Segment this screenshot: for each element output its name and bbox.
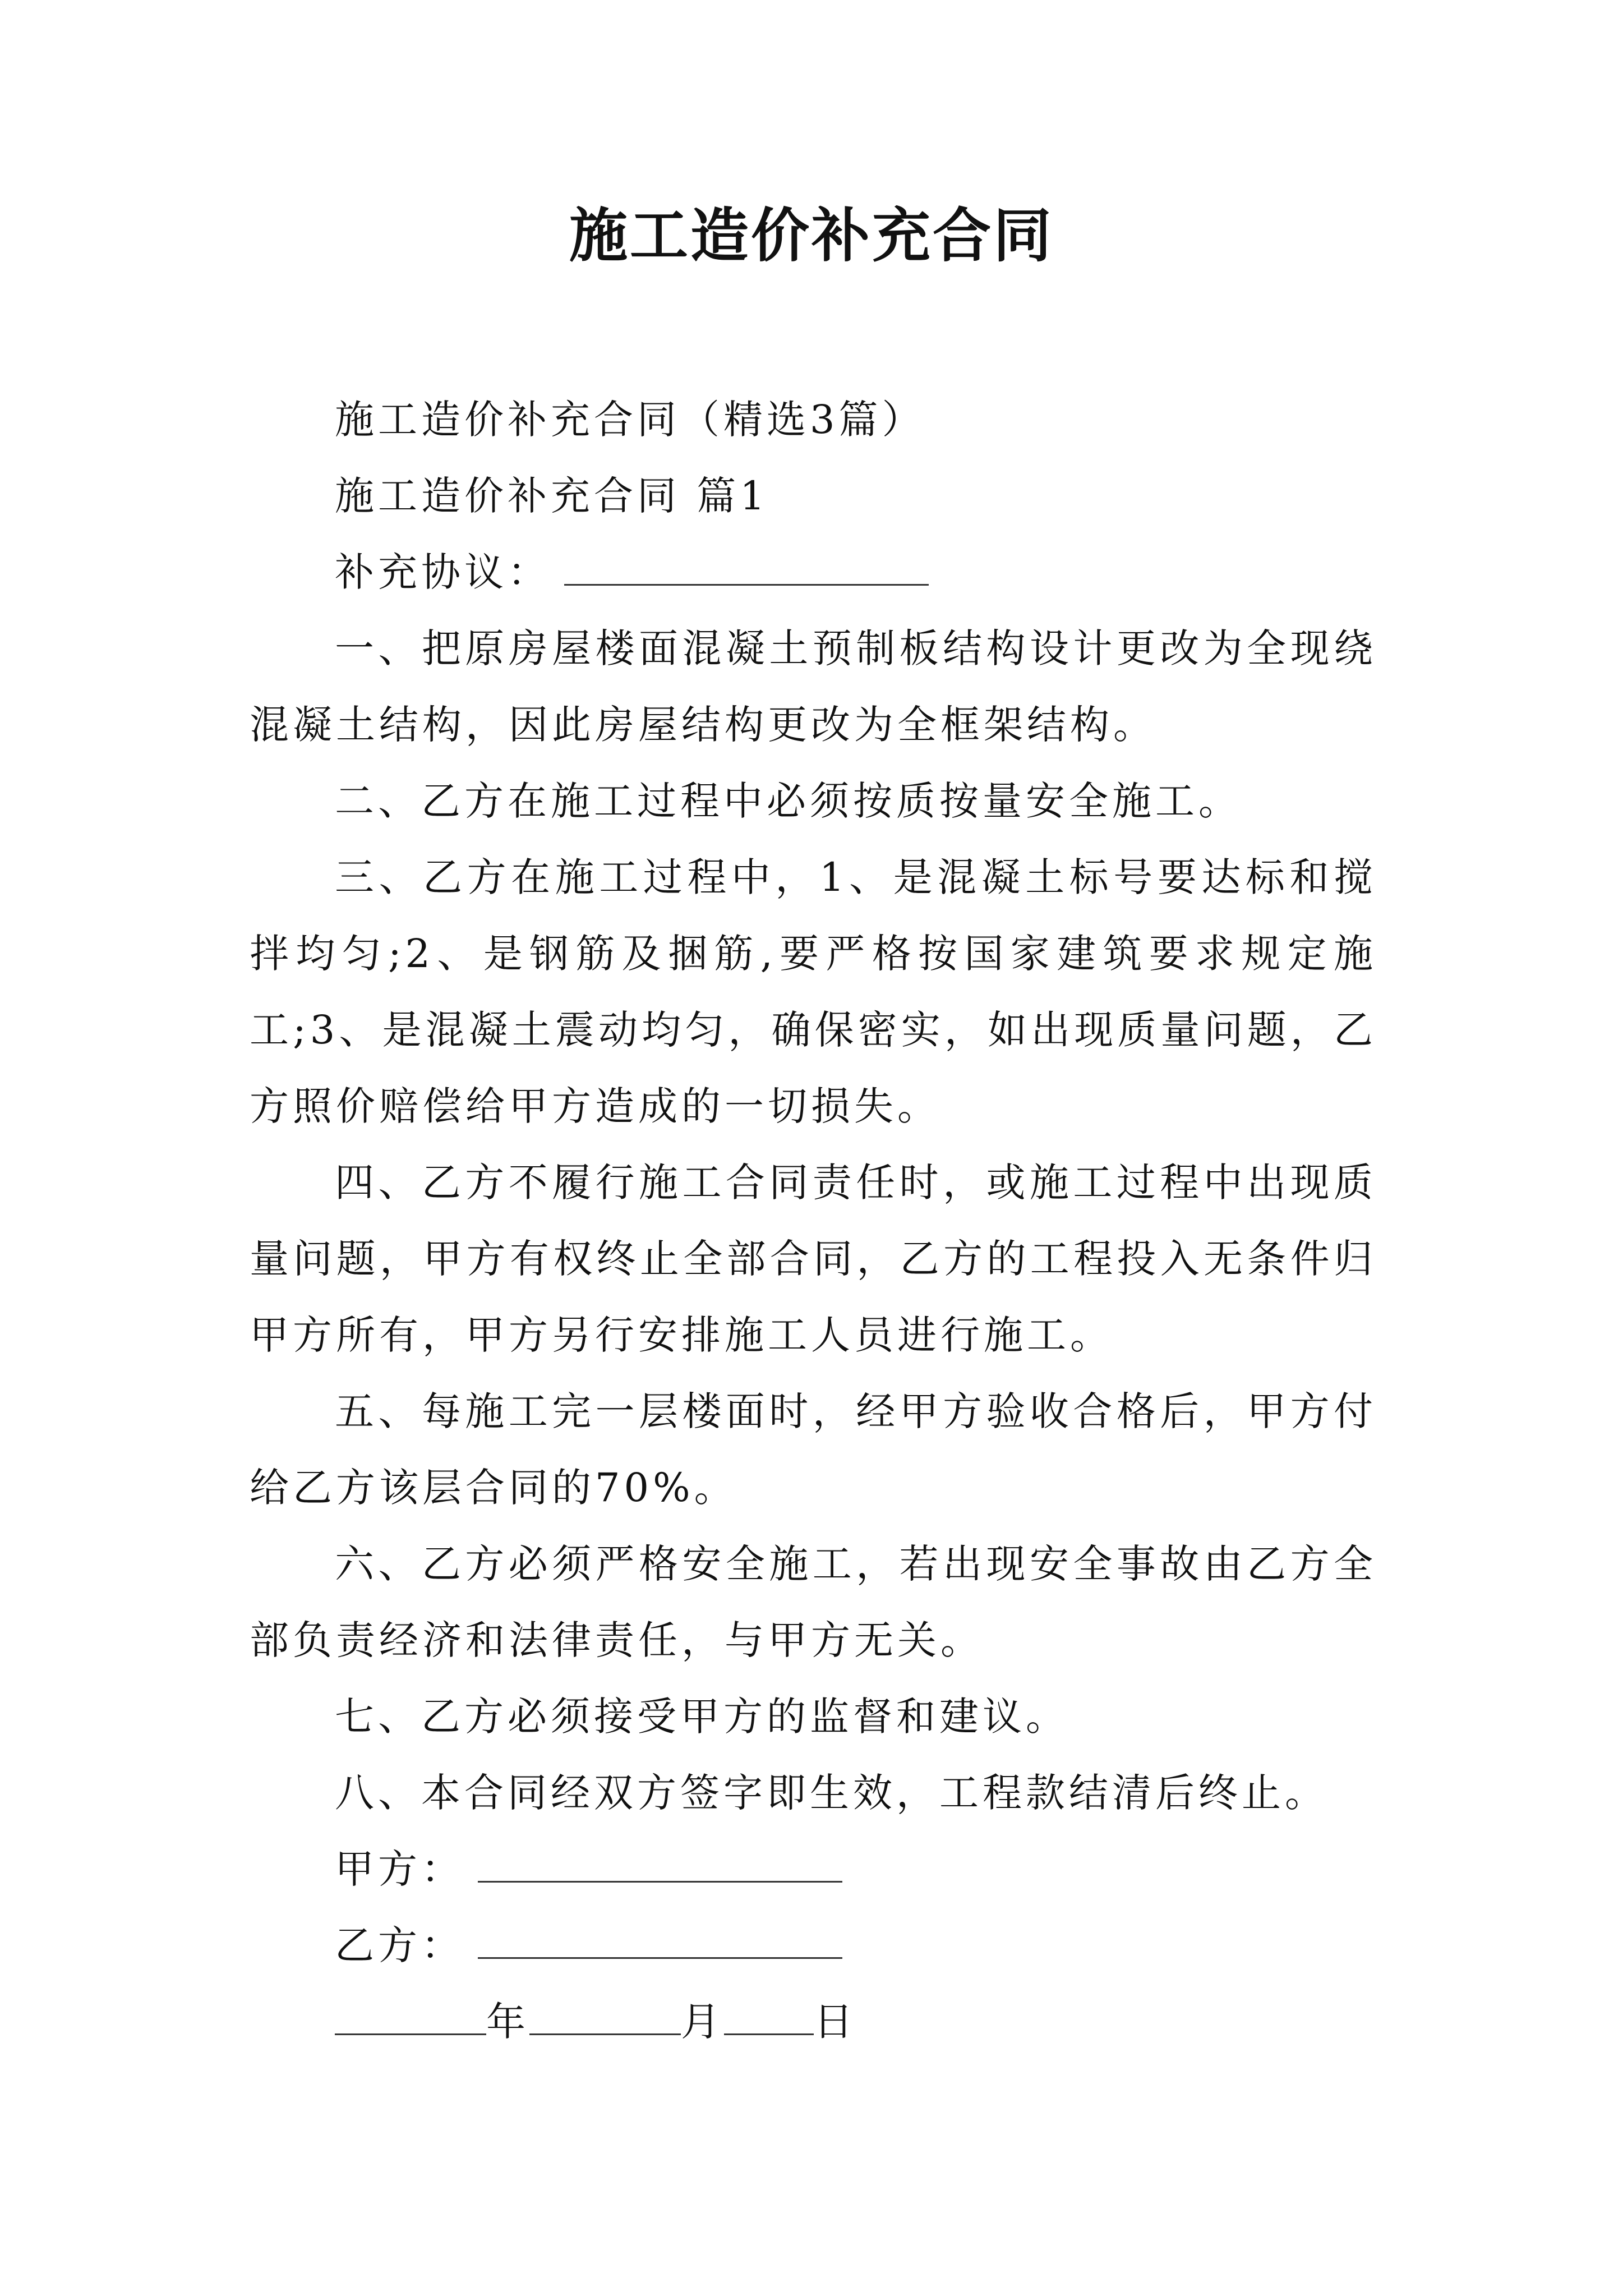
party-a-line (250, 1831, 1377, 1907)
section-heading: 施工造价补充合同 篇1 (335, 473, 769, 519)
party-a-label: 甲方： (335, 1846, 464, 1892)
clause-5: 五、每施工完一层楼面时，经甲方验收合格后，甲方付给乙方该层合同的70%。 (250, 1388, 1377, 1511)
month-label: 月 (681, 1999, 724, 2045)
clause-3: 三、乙方在施工过程中，1、是混凝土标号要达标和搅拌均匀;2、是钢筋及捆筋,要严格按国家建筑要求规定施工;3、是混凝土震动均匀，确保密实，如出现质量问题，乙方照价赔偿给甲方造成的一切损失。 (250, 854, 1377, 1129)
day-blank (724, 2004, 814, 2035)
day-label: 日 (814, 1999, 857, 2045)
clause-4: 四、乙方不履行施工合同责任时，或施工过程中出现质量问题，甲方有权终止全部合同，乙方的工程投入无条件归甲方所有，甲方另行安排施工人员进行施工。 (250, 1159, 1377, 1358)
supplement-blank (564, 555, 929, 586)
clause-8: 八、本合同经双方签字即生效，工程款结清后终止。 (335, 1770, 1328, 1816)
party-b-label: 乙方： (335, 1922, 464, 1968)
clause-7: 七、乙方必须接受甲方的监督和建议。 (335, 1694, 1069, 1740)
party-a-blank (478, 1852, 842, 1883)
party-b-blank (478, 1928, 842, 1959)
date-line (250, 1984, 1377, 2060)
year-label: 年 (486, 1999, 529, 2045)
subtitle: 施工造价补充合同（精选3篇） (335, 397, 925, 443)
year-blank (335, 2004, 486, 2035)
clause-2: 二、乙方在施工过程中必须按质按量安全施工。 (335, 778, 1242, 824)
clause-1: 一、把原房屋楼面混凝土预制板结构设计更改为全现绕混凝土结构，因此房屋结构更改为全框架结构。 (250, 625, 1377, 748)
document-body (250, 381, 1377, 2060)
document-title: 施工造价补充合同 (569, 201, 1054, 270)
supplement-label: 补充协议： (335, 549, 551, 595)
month-blank (529, 2004, 681, 2035)
supplement-line (250, 534, 1377, 610)
party-b-line (250, 1907, 1377, 1984)
clause-6: 六、乙方必须严格安全施工，若出现安全事故由乙方全部负责经济和法律责任，与甲方无关。 (250, 1541, 1377, 1663)
